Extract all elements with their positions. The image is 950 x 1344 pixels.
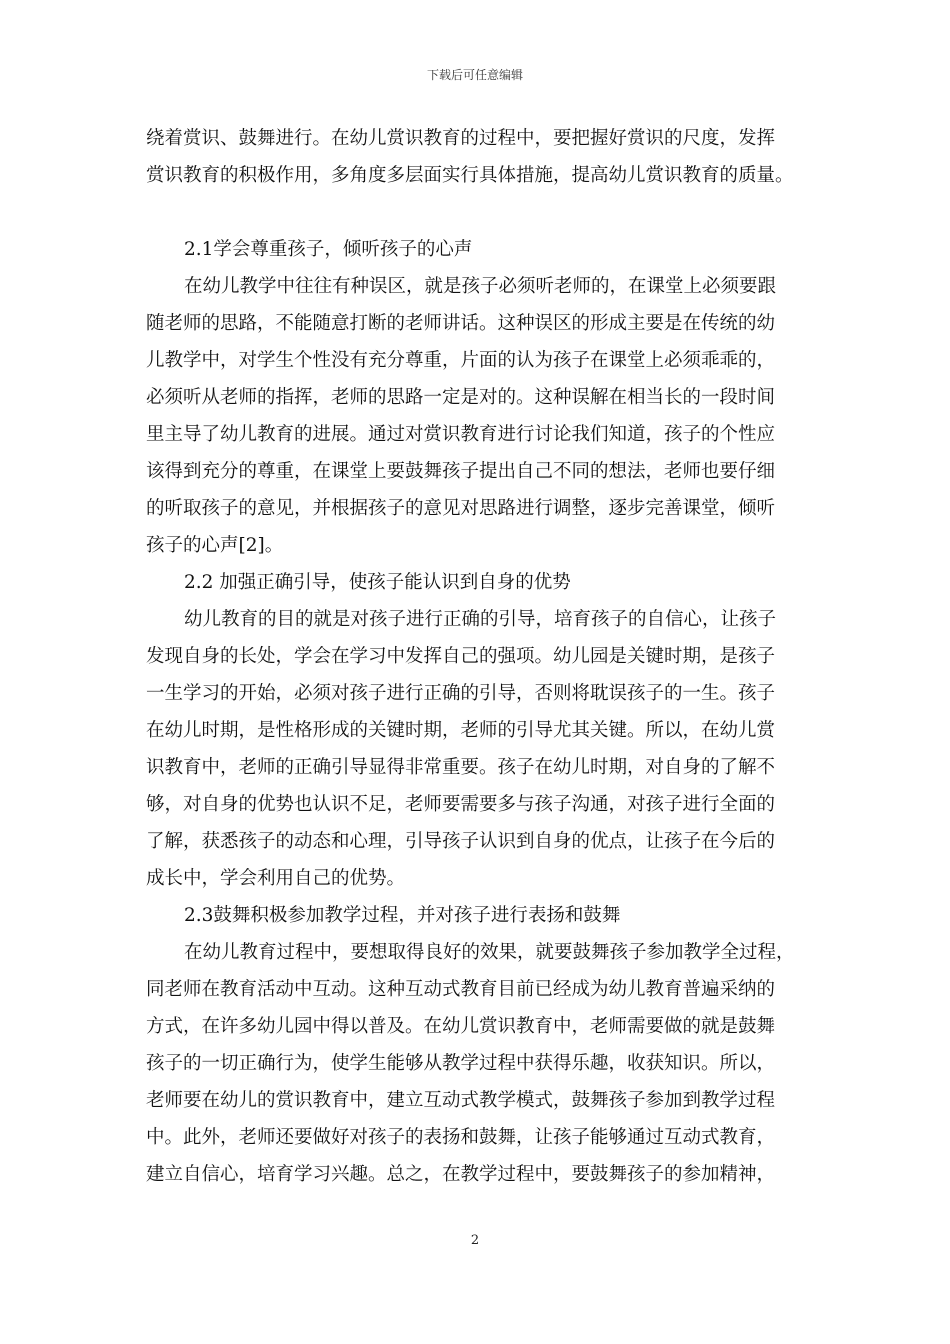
text-line: 发现自身的长处，学会在学习中发挥自己的强项。幼儿园是关键时期，是孩子: [146, 646, 776, 667]
text-line: 建立自信心，培育学习兴趣。总之，在教学过程中，要鼓舞孩子的参加精神，: [146, 1164, 776, 1185]
text-line: 方式，在许多幼儿园中得以普及。在幼儿赏识教育中，老师需要做的就是鼓舞: [146, 1016, 776, 1037]
text-line: 成长中，学会利用自己的优势。: [146, 868, 406, 889]
text-line: 幼儿教育的目的就是对孩子进行正确的引导，培育孩子的自信心，让孩子: [184, 609, 777, 630]
text-line: 在幼儿教学中往往有种误区，就是孩子必须听老师的，在课堂上必须要跟: [184, 276, 777, 297]
text-line: 老师要在幼儿的赏识教育中，建立互动式教学模式，鼓舞孩子参加到教学过程: [146, 1090, 776, 1111]
text-line: 在幼儿教育过程中，要想取得良好的效果，就要鼓舞孩子参加教学全过程，: [184, 942, 795, 963]
text-line: 一生学习的开始，必须对孩子进行正确的引导，否则将耽误孩子的一生。孩子: [146, 683, 776, 704]
text-line: 识教育中，老师的正确引导显得非常重要。孩子在幼儿时期，对自身的了解不: [146, 757, 776, 778]
text-line: 同老师在教育活动中互动。这种互动式教育目前已经成为幼儿教育普遍采纳的: [146, 979, 776, 1000]
text-line: 赏识教育的积极作用，多角度多层面实行具体措施，提高幼儿赏识教育的质量。: [146, 165, 794, 186]
text-line: 孩子的心声[2]。: [146, 535, 284, 556]
text-line: 了解，获悉孩子的动态和心理，引导孩子认识到自身的优点，让孩子在今后的: [146, 831, 776, 852]
text-line: 儿教学中，对学生个性没有充分尊重，片面的认为孩子在课堂上必须乖乖的，: [146, 350, 776, 371]
text-line: 中。此外，老师还要做好对孩子的表扬和鼓舞，让孩子能够通过互动式教育，: [146, 1127, 776, 1148]
text-line: 的听取孩子的意见，并根据孩子的意见对思路进行调整，逐步完善课堂，倾听: [146, 498, 776, 519]
text-line: 孩子的一切正确行为，使学生能够从教学过程中获得乐趣，收获知识。所以，: [146, 1053, 776, 1074]
text-line: 2.2 加强正确引导，使孩子能认识到自身的优势: [184, 572, 571, 593]
document-body: [146, 120, 810, 1193]
page-header: 下载后可任意编辑: [426, 68, 523, 82]
paragraph-gap: [146, 194, 810, 231]
text-line: 随老师的思路，不能随意打断的老师讲话。这种误区的形成主要是在传统的幼: [146, 313, 776, 334]
text-line: 在幼儿时期，是性格形成的关键时期，老师的引导尤其关键。所以，在幼儿赏: [146, 720, 776, 741]
text-line: 绕着赏识、鼓舞进行。在幼儿赏识教育的过程中，要把握好赏识的尺度，发挥: [146, 128, 776, 149]
text-line: 必须听从老师的指挥，老师的思路一定是对的。这种误解在相当长的一段时间: [146, 387, 776, 408]
text-line: 该得到充分的尊重，在课堂上要鼓舞孩子提出自己不同的想法，老师也要仔细: [146, 461, 776, 482]
text-line: 够，对自身的优势也认识不足，老师要需要多与孩子沟通，对孩子进行全面的: [146, 794, 776, 815]
text-line: 2.1学会尊重孩子，倾听孩子的心声: [184, 239, 473, 260]
text-line: 2.3鼓舞积极参加教学过程，并对孩子进行表扬和鼓舞: [184, 905, 621, 926]
text-line: 里主导了幼儿教育的进展。通过对赏识教育进行讨论我们知道，孩子的个性应: [146, 424, 776, 445]
page-number: 2: [470, 1233, 480, 1248]
